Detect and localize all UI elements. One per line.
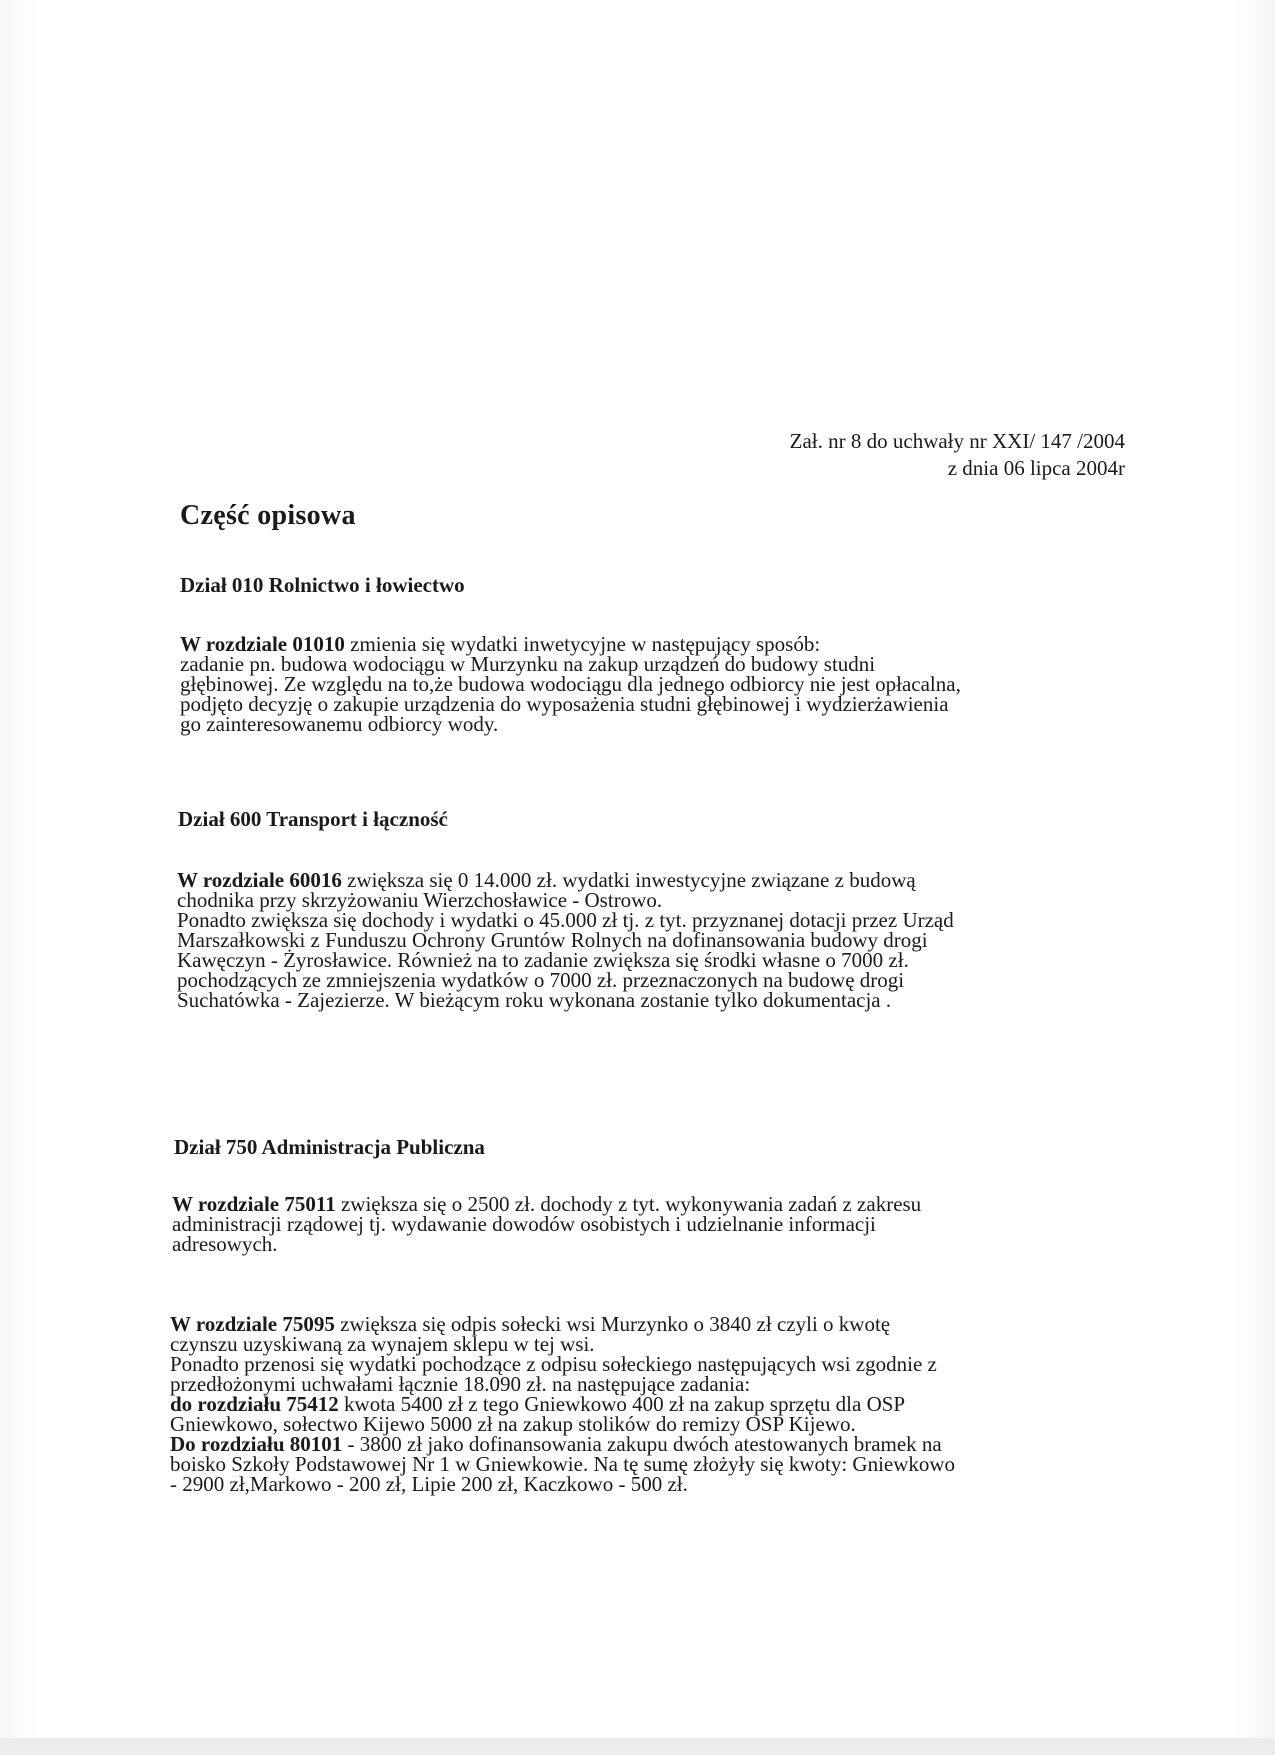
paragraph-line: pochodzących ze zmniejszenia wydatków o 7000 zł. przeznaczonych na budowę drogi <box>177 968 905 992</box>
paragraph-line: adresowych. <box>172 1232 278 1256</box>
paragraph-line: Marszałkowski z Funduszu Ochrony Gruntów Rolnych na dofinansowania budowy drogi <box>177 928 928 952</box>
paragraph-60016 <box>177 870 1107 1010</box>
chapter-reference: do rozdziału 75412 <box>170 1392 339 1416</box>
chapter-reference: W rozdziale 75011 <box>172 1192 336 1216</box>
attachment-reference-line-2: z dnia 06 lipca 2004r <box>947 456 1125 480</box>
section-heading-600: Dział 600 Transport i łączność <box>178 807 448 831</box>
paragraph-line: W rozdziale 75095 zwiększa się odpis sołecki wsi Murzynko o 3840 zł czyli o kwotę <box>170 1312 891 1336</box>
paragraph-line: Do rozdziału 80101 - 3800 zł jako dofinansowania zakupu dwóch atestowanych bramek na <box>170 1432 942 1456</box>
chapter-reference: W rozdziale 75095 <box>170 1312 335 1336</box>
chapter-reference: W rozdziale 60016 <box>177 868 342 892</box>
paragraph-line: głębinowej. Ze względu na to,że budowa wodociągu dla jednego odbiorcy nie jest opłacalna, <box>180 672 961 696</box>
section-heading-750: Dział 750 Administracja Publiczna <box>174 1135 485 1159</box>
paragraph-line: - 2900 zł,Markowo - 200 zł, Lipie 200 zł, Kaczkowo - 500 zł. <box>170 1472 688 1496</box>
document-title: Część opisowa <box>180 500 356 531</box>
paragraph-line: chodnika przy skrzyżowaniu Wierzchosławice - Ostrowo. <box>177 888 663 912</box>
paragraph-line: go zainteresowanemu odbiorcy wody. <box>180 712 499 736</box>
paragraph-line: zadanie pn. budowa wodociągu w Murzynku na zakup urządzeń do budowy studni <box>180 652 876 676</box>
scan-bottom-edge <box>0 1738 1275 1755</box>
attachment-reference <box>790 428 1125 482</box>
paragraph-line: Ponadto przenosi się wydatki pochodzące z odpisu sołeckiego następujących wsi zgodnie z <box>170 1352 937 1376</box>
paragraph-line: Gniewkowo, sołectwo Kijewo 5000 zł na zakup stolików do remizy OSP Kijewo. <box>170 1412 856 1436</box>
paragraph-line: czynszu uzyskiwaną za wynajem sklepu w tej wsi. <box>170 1332 595 1356</box>
paragraph-line: W rozdziale 60016 zwiększa się 0 14.000 zł. wydatki inwestycyjne związane z budową <box>177 868 916 892</box>
chapter-reference: Do rozdziału 80101 <box>170 1432 343 1456</box>
paragraph-line: Kawęczyn - Żyrosławice. Również na to zadanie zwiększa się środki własne o 7000 zł. <box>177 948 909 972</box>
paragraph-01010 <box>180 634 1110 734</box>
paragraph-line: W rozdziale 75011 zwiększa się o 2500 zł. dochody z tyt. wykonywania zadań z zakresu <box>172 1192 922 1216</box>
paragraph-line: Suchatówka - Zajezierze. W bieżącym roku wykonana zostanie tylko dokumentacja . <box>177 988 892 1012</box>
paragraph-line: administracji rządowej tj. wydawanie dowodów osobistych i udzielnanie informacji <box>172 1212 876 1236</box>
paragraph-line: do rozdziału 75412 kwota 5400 zł z tego Gniewkowo 400 zł na zakup sprzętu dla OSP <box>170 1392 906 1416</box>
paragraph-line: podjęto decyzję o zakupie urządzenia do wyposażenia studni głębinowej i wydzierżawienia <box>180 692 949 716</box>
paragraph-75095 <box>170 1314 1100 1494</box>
paragraph-75011 <box>172 1194 1102 1254</box>
paragraph-line: W rozdziale 01010 zmienia się wydatki inwetycyjne w następujący sposób: <box>180 632 821 656</box>
chapter-reference: W rozdziale 01010 <box>180 632 345 656</box>
attachment-reference-line-1: Zał. nr 8 do uchwały nr XXI/ 147 /2004 <box>789 429 1125 453</box>
paragraph-line: Ponadto zwiększa się dochody i wydatki o 45.000 zł tj. z tyt. przyznanej dotacji przez Urząd <box>177 908 954 932</box>
section-heading-010: Dział 010 Rolnictwo i łowiectwo <box>180 573 465 597</box>
paragraph-line: boisko Szkoły Podstawowej Nr 1 w Gniewkowie. Na tę sumę złożyły się kwoty: Gniewkowo <box>170 1452 956 1476</box>
paragraph-line: przedłożonymi uchwałami łącznie 18.090 zł. na następujące zadania: <box>170 1372 751 1396</box>
